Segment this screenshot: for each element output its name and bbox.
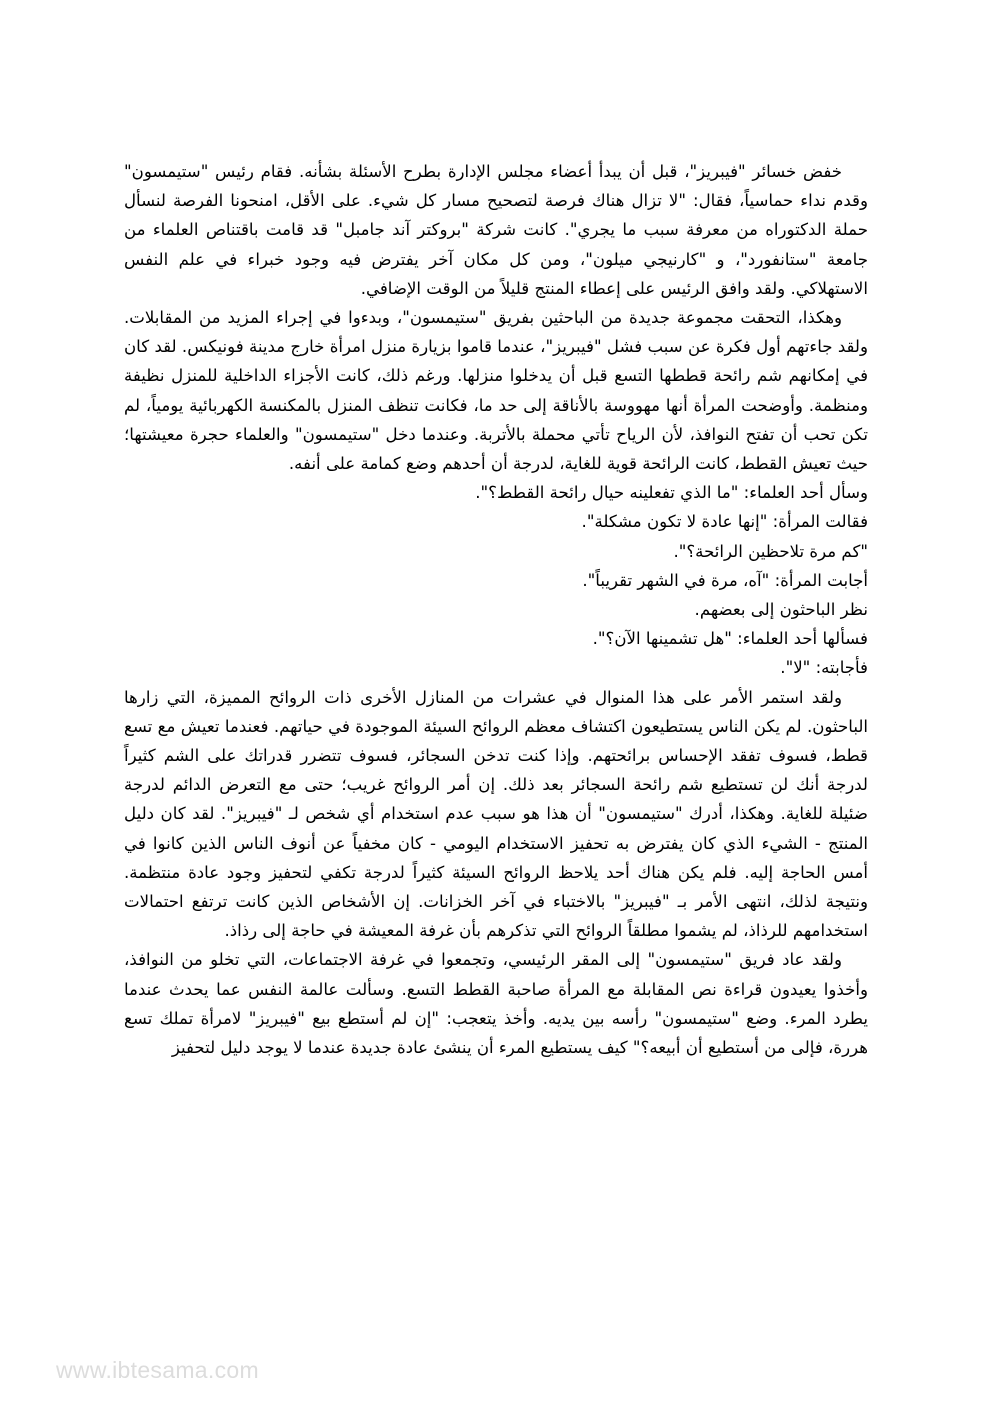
dialogue-line: فقالت المرأة: "إنها عادة لا تكون مشكلة". [581,512,868,532]
paragraph-1: خفض خسائر "فيبريز"، قبل أن يبدأ أعضاء مجلس الإدارة بطرح الأسئلة بشأنه. فقام رئيس "ستيمسون" وقدم نداء حماسياً، فقال: "لا تزال هناك فرصة لتصحيح مسار كل شيء. على الأقل، امنحونا الفرصة لنسأل حملة الدكتوراه من معرفة سبب ما يجري". كانت شركة "بروكتر آند جامبل" قد قامت باقتناص العلماء من جامعة "ستانفورد"، و "كارنيجي ميلون"، ومن كل مكان آخر يفترض فيه وجود خبراء في علم النفس الاستهلاكي. ولقد وافق الرئيس على إعطاء المنتج قليلاً من الوقت الإضافي. [124,162,868,298]
dialogue-line: نظر الباحثون إلى بعضهم. [694,600,868,620]
site-watermark: www.ibtesama.com [56,1357,259,1383]
dialogue-line: فأجابته: "لا". [780,658,868,678]
dialogue-line: فسألها أحد العلماء: "هل تشمينها الآن؟". [592,629,868,649]
dialogue-block [124,478,868,682]
dialogue-line: "كم مرة تلاحظين الرائحة؟". [673,541,868,561]
paragraph-2: وهكذا، التحقت مجموعة جديدة من الباحثين بفريق "ستيمسون"، وبدءوا في إجراء المزيد من المقابلات. ولقد جاءتهم أول فكرة عن سبب فشل "فيبريز"، عندما قاموا بزيارة منزل امرأة خارج مدينة فونيكس. لقد كان في إمكانهم شم رائحة قططها التسع قبل أن يدخلوا منزلها. ورغم ذلك، كانت الأجزاء الداخلية للمنزل نظيفة ومنظمة. وأوضحت المرأة أنها مهووسة بالأناقة إلى حد ما، فكانت تنظف المنزل بالمكنسة الكهربائية يومياً، لم تكن تحب أن تفتح النوافذ، لأن الرياح تأتي محملة بالأتربة. وعندما دخل "ستيمسون" والعلماء حجرة معيشتها؛ حيث تعيش القطط، كانت الرائحة قوية للغاية، لدرجة أن أحدهم وضع كمامة على أنفه. [124,308,868,474]
dialogue-line: أجابت المرأة: "آه، مرة في الشهر تقريباً". [582,570,868,590]
paragraph-3: ولقد استمر الأمر على هذا المنوال في عشرات من المنازل الأخرى ذات الروائح المميزة، التي زارها الباحثون. لم يكن الناس يستطيعون اكتشاف معظم الروائح السيئة الموجودة في حياتهم. فعندما تعيش مع تسع قطط، فسوف تفقد الإحساس برائحتهم. وإذا كنت تدخن السجائر، فسوف تتضرر قدراتك على الشم كثيراً لدرجة أنك لن تستطيع شم رائحة السجائر بعد ذلك. إن أمر الروائح غريب؛ حتى مع التعرض الدائم لدرجة ضئيلة للغاية. وهكذا، أدرك "ستيمسون" أن هذا هو سبب عدم استخدام أي شخص لـ "فيبريز". لقد كان دليل المنتج - الشيء الذي كان يفترض به تحفيز الاستخدام اليومي - كان مخفياً عن أنوف الناس الذين كانوا في أمس الحاجة إليه. فلم يكن هناك أحد يلاحظ الروائح السيئة كثيراً لدرجة تكفي لتحفيز وجود عادة منتظمة. ونتيجة لذلك، انتهى الأمر بـ "فيبريز" بالاختباء في آخر الخزانات. إن الأشخاص الذين كانت ترتفع احتمالات استخدامهم للرذاذ، لم يشموا مطلقاً الروائح التي تذكرهم بأن غرفة المعيشة في حاجة إلى رذاذ. [124,687,868,941]
paragraph-4: ولقد عاد فريق "ستيمسون" إلى المقر الرئيسي، وتجمعوا في غرفة الاجتماعات، التي تخلو من النوافذ، وأخذوا يعيدون قراءة نص المقابلة مع المرأة صاحبة القطط التسع. وسألت عالمة النفس عما يحدث عندما يطرد المرء. وضع "ستيمسون" رأسه بين يديه. وأخذ يتعجب: "إن لم أستطع بيع "فيبريز" لامرأة تملك تسع هررة، فإلى من أستطيع أن أبيعه؟" كيف يستطيع المرء أن ينشئ عادة جديدة عندما لا يوجد دليل لتحفيز [124,950,868,1058]
dialogue-line: وسأل أحد العلماء: "ما الذي تفعلينه حيال رائحة القطط؟". [475,483,868,503]
document-body [124,157,868,1062]
